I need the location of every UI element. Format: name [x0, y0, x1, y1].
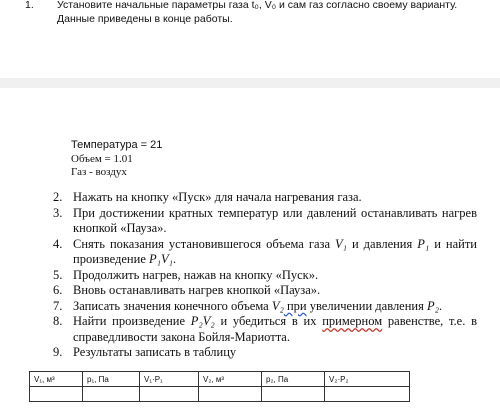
column-header-p1: p₁, Па	[83, 372, 140, 387]
symbol-v1: V₁	[335, 236, 347, 251]
item-text: Вновь останавливать нагрев кнопкой «Пауза».	[73, 283, 321, 297]
item-text: .	[438, 298, 443, 313]
item-number: 2.	[53, 190, 63, 204]
symbol-p2v2: P₂V₂	[190, 314, 215, 328]
instruction-item-2	[53, 190, 477, 206]
item-number: 5.	[53, 267, 63, 282]
item-text: равенстве, т.е. в справедливости закона Бойля-Мариотта.	[73, 314, 477, 344]
item-text: Снять показания установившегося объема газа	[73, 236, 336, 251]
item-text: Установите начальные параметры газа t₀, V₀ и сам газ согласно своему варианту. Данные приведены в конце работы.	[57, 0, 458, 25]
item-number: 4.	[53, 236, 63, 251]
spellcheck-underlined-text: при	[283, 298, 307, 313]
instruction-item-9	[53, 345, 477, 361]
table-row	[30, 387, 410, 402]
item-text: Результаты записать в таблицу	[73, 345, 237, 359]
item-text: и найти произведение	[73, 236, 477, 266]
item-text: Найти произведение	[73, 314, 191, 328]
item-number: 1.	[25, 0, 34, 11]
instruction-item-8	[53, 314, 477, 345]
symbol-p1v1: P₁V₁	[149, 252, 173, 266]
item-number: 7.	[53, 298, 63, 313]
volume-value: Объем = 1.01	[71, 152, 133, 165]
item-number: 6.	[53, 283, 63, 297]
instruction-item-4	[53, 236, 477, 268]
item-text: При достижении кратных температур или давлений останавливать нагрев кнопкой «Пауза».	[73, 205, 477, 235]
temperature-value: Температура = 21	[71, 139, 163, 151]
page-break	[0, 78, 500, 88]
table-cell[interactable]	[262, 387, 325, 402]
item-number: 9.	[53, 345, 63, 359]
item-number: 3.	[53, 205, 63, 220]
table-cell[interactable]	[140, 387, 199, 402]
column-header-v1: V₁, м³	[30, 372, 83, 387]
instruction-list	[53, 190, 477, 361]
item-text: увеличении давления	[306, 298, 427, 313]
instruction-item-1	[25, 0, 477, 26]
table-cell[interactable]	[30, 387, 83, 402]
column-header-v1p1: V₁·P₁	[140, 372, 199, 387]
table-cell[interactable]	[83, 387, 140, 402]
symbol-p2: P₂	[427, 298, 439, 313]
item-text: и давления	[347, 236, 418, 251]
table-cell[interactable]	[199, 387, 262, 402]
item-text: и убедиться в их	[214, 314, 323, 328]
instruction-item-6	[53, 283, 477, 299]
item-text: .	[172, 252, 177, 266]
item-number: 8.	[53, 314, 63, 328]
column-header-v2: V₂, м³	[199, 372, 262, 387]
item-text: Продолжить нагрев, нажав на кнопку «Пуск».	[73, 267, 319, 282]
variant-parameters	[71, 139, 162, 180]
item-text: Нажать на кнопку «Пуск» для начала нагревания газа.	[73, 190, 362, 204]
gas-value: Газ - воздух	[71, 166, 127, 178]
spellcheck-underlined-text: примерном	[322, 314, 383, 328]
instruction-item-7	[53, 298, 477, 315]
column-header-p2: p₂, Па	[262, 372, 325, 387]
table-cell[interactable]	[325, 387, 410, 402]
symbol-p1: P₁	[417, 236, 430, 251]
instruction-item-3	[53, 205, 477, 237]
column-header-v2p2: V₂·P₂	[325, 372, 410, 387]
results-table	[29, 371, 410, 402]
instruction-item-5	[53, 267, 477, 284]
symbol-v2: V₂	[271, 298, 284, 313]
table-header-row	[30, 372, 410, 387]
item-text: Записать значения конечного объема	[73, 298, 272, 313]
